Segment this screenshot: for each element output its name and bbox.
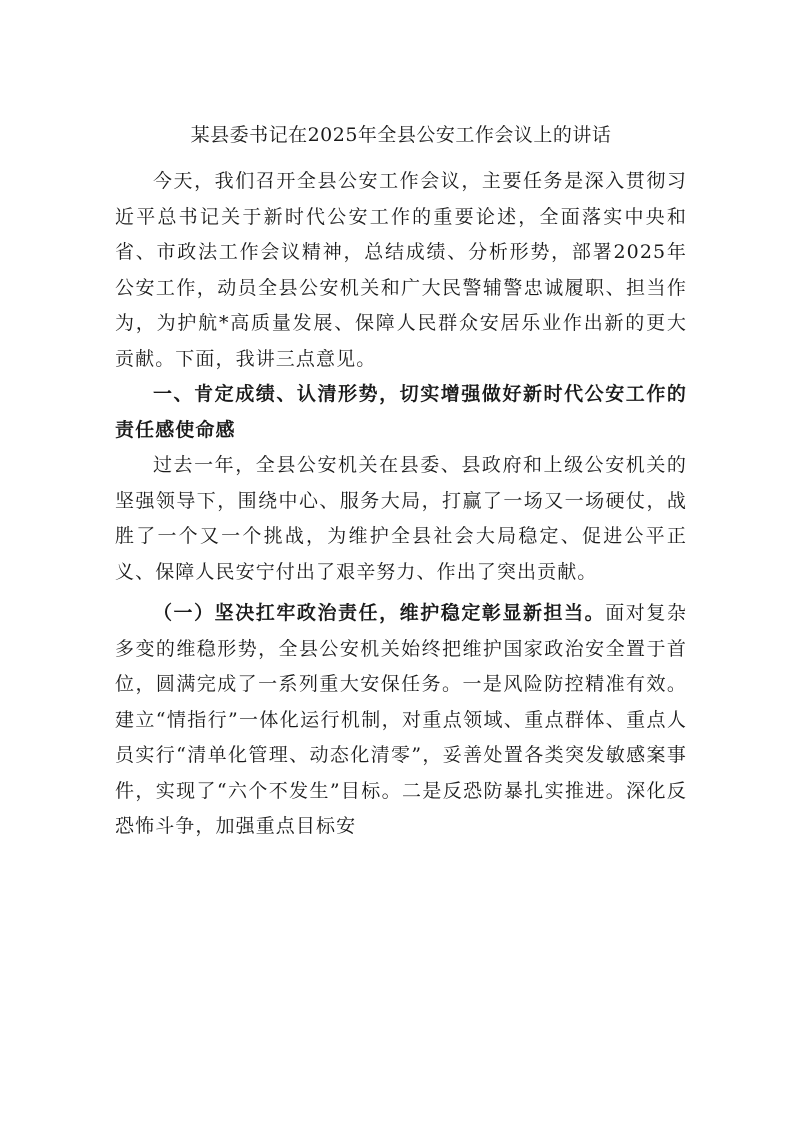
section-1-paragraph: 过去一年，全县公安机关在县委、县政府和上级公安机关的坚强领导下，围绕中心、服务大局，打赢了一场又一场硬仗，战胜了一个又一个挑战，为维护全县社会大局稳定、促进公平正义、保障人民安宁付出了艰辛努力、作出了突出贡献。 [115,454,687,583]
subsection-1-heading: （一）坚决扛牢政治责任，维护稳定彰显新担当。 [153,602,606,624]
section-1-heading: 一、肯定成绩、认清形势，切实增强做好新时代公安工作的责任感使命感 [115,383,687,441]
subsection-1-paragraph [115,596,687,845]
document-page [115,120,687,845]
document-title: 某县委书记在2025年全县公安工作会议上的讲话 [190,124,612,146]
subsection-1-body: 面对复杂多变的维稳形势，全县公安机关始终把维护国家政治安全置于首位，圆满完成了一系列重大安保任务。一是风险防控精准有效。建立“情指行”一体化运行机制，对重点领域、重点群体、重点人员实行“清单化管理、动态化清零”，妥善处置各类突发敏感案事件，实现了“六个不发生”目标。二是反恐防暴扎实推进。深化反恐怖斗争，加强重点目标安 [115,602,688,837]
intro-paragraph: 今天，我们召开全县公安工作会议，主要任务是深入贯彻习近平总书记关于新时代公安工作的重要论述，全面落实中央和省、市政法工作会议精神，总结成绩、分析形势，部署2025年公安工作，动员全县公安机关和广大民警辅警忠诚履职、担当作为，为护航*高质量发展、保障人民群众安居乐业作出新的更大贡献。下面，我讲三点意见。 [115,170,687,370]
